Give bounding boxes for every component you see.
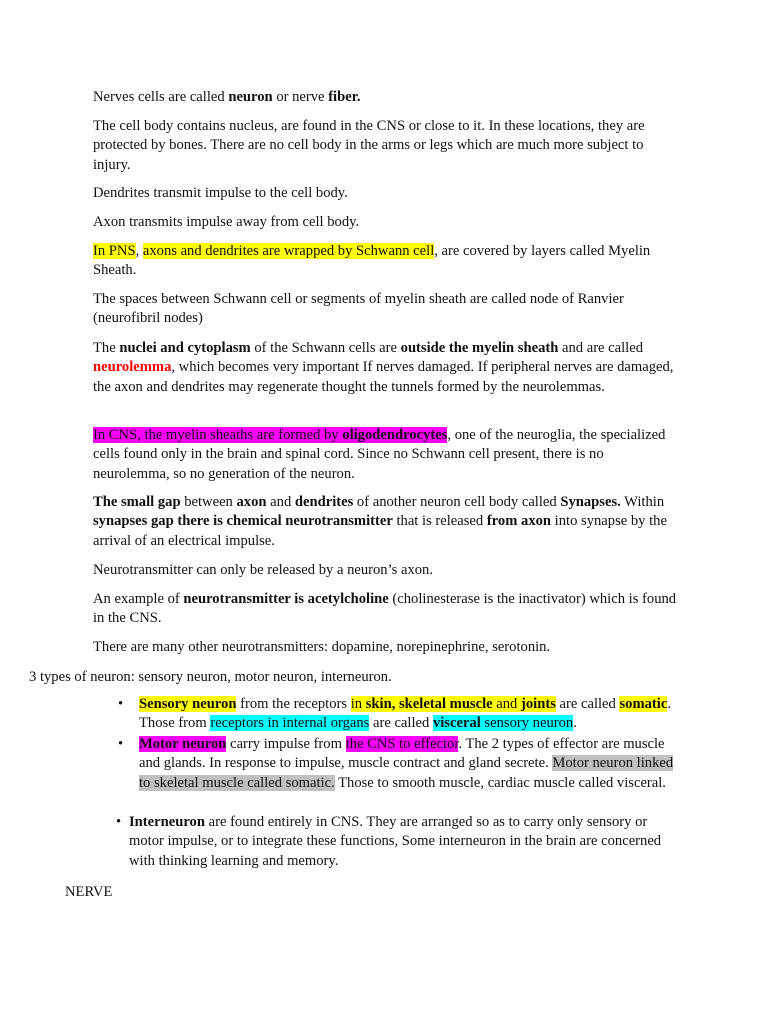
text-run: Nerves cells are called: [93, 89, 229, 105]
text-run: Dendrites transmit impulse to the cell body.: [93, 185, 348, 201]
text-run: Those to smooth muscle, cardiac muscle called visceral.: [334, 774, 666, 791]
paragraph-pns-schwann: [93, 242, 683, 281]
bold-term-neuron: neuron: [228, 89, 273, 105]
text-run: , are covered by layers called Myelin Sheath.: [93, 243, 651, 279]
text-run: An example of: [93, 591, 184, 607]
text-run: , one of the neuroglia, the specialized cells found only in the brain and spinal cord. Since no Schwann cell present, there is no neurolemma, so no generation of the neuron.: [93, 427, 666, 482]
paragraph-synapses: [93, 493, 683, 551]
bullet-icon: •: [118, 736, 124, 752]
text-run: and: [266, 494, 295, 510]
bullet-icon: •: [118, 696, 124, 712]
paragraph-other-neurotransmitters: [93, 638, 683, 657]
text-run: from the receptors: [236, 696, 351, 712]
text-run: that is released: [392, 513, 487, 530]
paragraph-node-of-ranvier: [93, 290, 683, 329]
heading-nerve: [65, 883, 655, 902]
highlight-yellow-bold: joints: [521, 696, 556, 712]
text-run: There are many other neurotransmitters: dopamine, norepinephrine, serotonin.: [93, 639, 551, 655]
bold-term: Synapses.: [560, 494, 621, 510]
text-run: .: [573, 715, 577, 732]
paragraph-cns-myelin: [93, 426, 683, 484]
text-run: or nerve: [272, 89, 329, 105]
text-run: are called: [555, 696, 620, 712]
text-run: 3 types of neuron: sensory neuron, motor neuron, interneuron.: [29, 669, 392, 685]
highlight-magenta-bold: oligodendrocytes: [342, 427, 448, 443]
bold-term: dendrites: [294, 494, 354, 510]
highlight-cyan: receptors in internal organs: [210, 715, 370, 732]
paragraph-dendrites: [93, 184, 683, 203]
highlight-yellow: In PNS: [93, 243, 136, 259]
list-item-sensory-neuron: [118, 695, 678, 735]
highlight-gray: Motor neuron linked to skeletal muscle called somatic.: [139, 755, 674, 791]
bold-term: axon: [236, 494, 267, 510]
text-run: into synapse by the arrival of an electrical impulse.: [93, 513, 667, 549]
bold-term: The small gap: [93, 494, 181, 510]
highlight-yellow: axons and dendrites are wrapped by Schwann cell: [142, 243, 435, 259]
neuron-types-list: [110, 695, 674, 871]
list-item-text: [129, 813, 676, 871]
text-run: Within: [620, 494, 665, 510]
highlight-magenta: In CNS, the myelin sheaths are formed by: [93, 427, 343, 443]
paragraph-neurotransmitter-release: [93, 561, 683, 580]
text-run: of another neuron cell body called: [353, 494, 561, 510]
bullet-icon: •: [116, 814, 122, 830]
paragraph-cell-body: [93, 117, 683, 175]
highlight-yellow-bold: somatic: [619, 696, 668, 712]
highlight-magenta-bold: Motor neuron: [139, 736, 227, 752]
paragraph-axon: [93, 213, 683, 232]
highlight-cyan: sensory neuron: [480, 715, 574, 732]
bold-term: nuclei and cytoplasm: [119, 340, 251, 356]
text-run: ,: [135, 243, 143, 259]
text-run: are called: [369, 715, 433, 732]
text-run: . The 2 types of effector are muscle and glands. In response to impulse, muscle contract and gland secrete.: [139, 736, 665, 772]
text-run: (cholinesterase is the inactivator) which is found in the CNS.: [93, 591, 677, 627]
bold-term: neurotransmitter is acetylcholine: [183, 591, 389, 607]
list-item-interneuron: [116, 813, 676, 871]
highlight-magenta: the CNS to effector: [345, 736, 459, 752]
bold-term: Interneuron: [129, 814, 205, 830]
text-run: The: [93, 340, 120, 356]
bold-term-fiber: fiber.: [328, 89, 361, 105]
list-item-motor-neuron: [118, 735, 678, 813]
highlight-yellow-bold: Sensory neuron: [139, 696, 237, 712]
text-run: The spaces between Schwann cell or segments of myelin sheath are called node of Ranvier (neurofibril nodes): [93, 291, 624, 327]
text-run: are found entirely in CNS. They are arranged so as to carry only sensory or motor impulse, or to integrate these functions, Some interneuron in the brain are concerned with thinking learning and memory.: [129, 814, 662, 869]
text-run: between: [180, 494, 237, 510]
highlight-yellow: in: [350, 696, 366, 712]
bold-term: outside the myelin sheath: [400, 340, 559, 356]
paragraph-neuron-definition: [93, 88, 683, 107]
text-run: , which becomes very important If nerves damaged. If peripheral nerves are damaged, the axon and dendrites may regenerate thought the tunnels formed by the neurolemmas.: [93, 359, 674, 395]
highlight-cyan-bold: visceral: [432, 715, 481, 732]
highlight-yellow-bold: skin, skeletal muscle: [365, 696, 493, 712]
bold-term: synapses gap there is chemical neurotransmitter: [93, 513, 393, 530]
text-run: carry impulse from: [226, 736, 346, 752]
paragraph-types-of-neuron: [29, 668, 729, 687]
red-term-neurolemma: neurolemma: [93, 359, 172, 376]
text-run: Axon transmits impulse away from cell body.: [93, 214, 360, 230]
highlight-yellow: and: [492, 696, 521, 712]
text-run: The cell body contains nucleus, are found in the CNS or close to it. In these locations, they are protected by bones. There are no cell body in the arms or legs which are much more subject to injury.: [93, 118, 645, 173]
bold-term: from axon: [486, 513, 552, 530]
text-run: NERVE: [65, 884, 113, 900]
text-run: . Those from: [139, 696, 671, 732]
list-item-text: [139, 735, 678, 793]
paragraph-neurolemma: [93, 339, 683, 397]
paragraph-acetylcholine: [93, 590, 683, 629]
text-run: and are called: [558, 340, 644, 356]
text-run: Neurotransmitter can only be released by a neuron’s axon.: [93, 562, 433, 578]
text-run: of the Schwann cells are: [250, 340, 401, 356]
list-item-text: [139, 695, 678, 734]
